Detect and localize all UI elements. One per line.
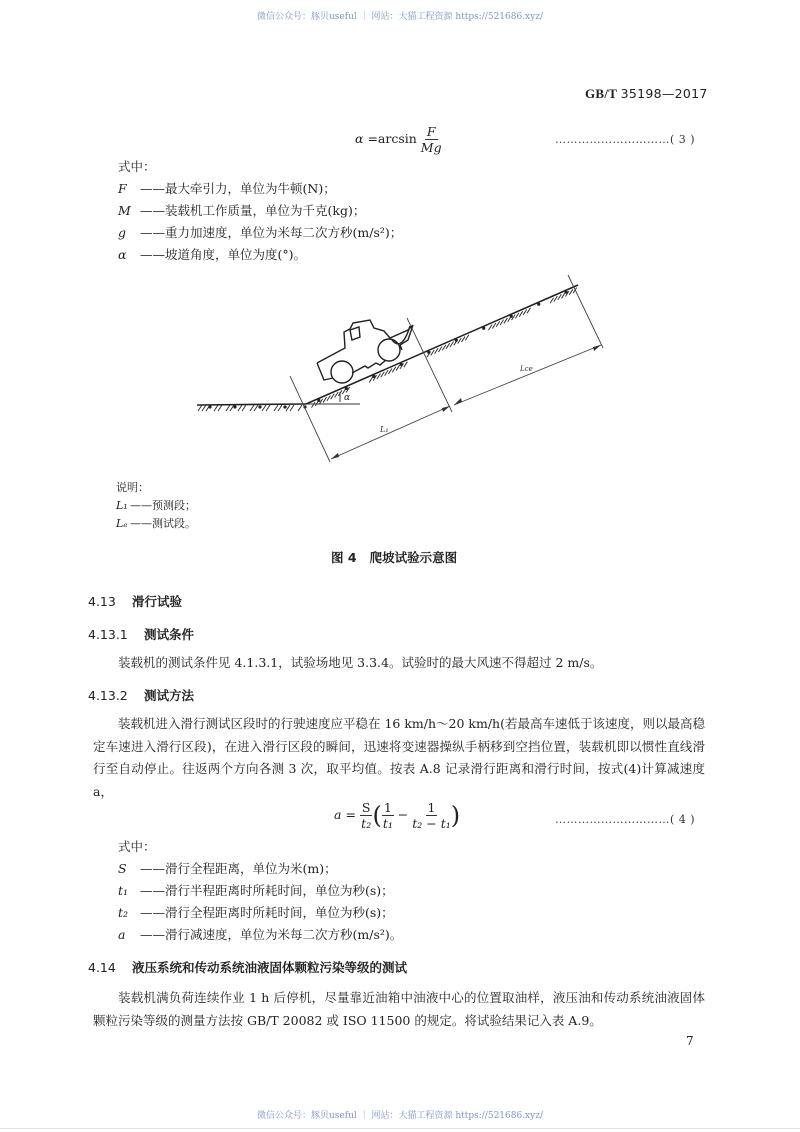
- formula4-number: ( 4 ): [670, 813, 696, 826]
- var: α: [118, 247, 127, 262]
- var: S: [118, 861, 127, 876]
- var: M: [118, 203, 131, 218]
- climbing-test-diagram: [0, 0, 800, 480]
- section-number: 4.13.2: [88, 688, 128, 703]
- formula3-lhs: α: [355, 131, 364, 146]
- var: t₂: [118, 905, 129, 920]
- formula4-frac1: [382, 800, 394, 831]
- denominator: t₂: [361, 816, 372, 831]
- where2-item: [118, 880, 402, 902]
- where2-item: [118, 924, 402, 946]
- where2-item: [118, 858, 402, 880]
- legend-item: [116, 497, 196, 515]
- formula3-number: ( 3 ): [670, 133, 696, 146]
- figure4-legend: [116, 479, 196, 533]
- where1-title: 式中：: [118, 159, 156, 174]
- formula4-leader: [555, 813, 695, 826]
- formula3-denominator: Mg: [420, 140, 442, 155]
- legend-item: [116, 515, 196, 533]
- desc: ——测试段。: [130, 517, 196, 530]
- extension-line-end: [568, 275, 603, 348]
- legend-title: 说明：: [116, 481, 149, 494]
- dots: …………………………: [555, 813, 670, 826]
- ground-bumps: [208, 291, 567, 409]
- desc: ——滑行全程距离时所耗时间，单位为秒(s)；: [140, 905, 394, 920]
- section-4-13-1-heading: [88, 625, 194, 643]
- var: Lₑ: [116, 517, 128, 530]
- formula4-eq: =: [345, 807, 356, 822]
- var: F: [118, 181, 127, 196]
- dimension-line-lce: [454, 345, 601, 405]
- figure4-caption: [331, 548, 457, 566]
- numerator: 1: [383, 800, 392, 815]
- where2-item: [118, 902, 402, 924]
- slope-line: [306, 285, 578, 404]
- extension-line-start: [290, 376, 330, 462]
- standard-prefix: GB/T: [585, 86, 618, 101]
- minus-sign: −: [397, 807, 409, 822]
- where-list-2: [118, 836, 402, 946]
- formula3-numerator: F: [426, 124, 436, 139]
- section-4-13-2-heading: [88, 686, 194, 704]
- desc: ——滑行减速度，单位为米每二次方秒(m/s²)。: [140, 927, 403, 942]
- section-title: 液压系统和传动系统油液固体颗粒污染等级的测试: [132, 960, 408, 975]
- caption-number: 图 4: [331, 550, 357, 565]
- var: L₁: [116, 499, 128, 512]
- formula3-arcsin: =arcsin: [367, 131, 417, 146]
- loader-vehicle-icon: [317, 320, 413, 383]
- slope-hatching: [311, 288, 576, 408]
- section-title: 测试条件: [144, 627, 195, 642]
- var: g: [118, 225, 127, 240]
- desc: ——滑行半程距离时所耗时间，单位为秒(s)；: [140, 883, 394, 898]
- formula4-lhs: a: [334, 807, 342, 822]
- page-bottom-border: [0, 1128, 800, 1129]
- formula4-s-frac: [360, 800, 373, 831]
- caption-text: 爬坡试验示意图: [369, 550, 458, 565]
- ground-hatching: [198, 405, 302, 411]
- desc: ——装载机工作质量，单位为千克(kg)；: [140, 203, 366, 218]
- desc: ——滑行全程距离，单位为米(m)；: [140, 861, 337, 876]
- watermark-bottom: 微信公众号：豚贝useful ｜ 网站：大猫工程资源 https://521686.xyz/: [257, 1111, 543, 1121]
- section-4-13-heading: [88, 592, 182, 610]
- desc: ——预测段；: [130, 499, 196, 512]
- denominator: t₁: [382, 816, 393, 831]
- var: a: [118, 927, 126, 942]
- section-title: 滑行试验: [132, 594, 183, 609]
- section-4-13-1-text: 装载机的测试条件见 4.1.3.1，试验场地见 3.3.4。试验时的最大风速不得超过 2 m/s。: [118, 655, 603, 670]
- formula-4: a = $\frac{S}{\text{t₂}}$ ( $\frac{1}{\text{t₁}}$ − $\frac{1}{\text{t₂ − t₁}}$ ): [334, 800, 461, 831]
- formula4-frac2: [412, 800, 451, 831]
- watermark-top: 微信公众号：豚贝useful ｜ 网站：大猫工程资源 https://521686.xyz/: [257, 12, 543, 22]
- standard-number: 35198—2017: [620, 86, 708, 101]
- numerator: S: [361, 800, 371, 815]
- desc: ——最大牵引力，单位为牛顿(N)；: [140, 181, 336, 196]
- extension-line-mid: [407, 318, 452, 412]
- numerator: 1: [427, 800, 436, 815]
- section-number: 4.13.1: [88, 627, 128, 642]
- section-number: 4.13: [88, 594, 116, 609]
- section-number: 4.14: [88, 960, 116, 975]
- desc: ——重力加速度，单位为米每二次方秒(m/s²)；: [140, 225, 403, 240]
- var: t₁: [118, 883, 129, 898]
- lce-label: Lce: [520, 365, 533, 373]
- dots: …………………………: [555, 133, 670, 146]
- section-title: 测试方法: [144, 688, 195, 703]
- l1-label: L₁: [380, 425, 389, 434]
- section-4-13-2-text: 装载机进入滑行测试区段时的行驶速度应平稳在 16 km/h～20 km/h(若最高车速低于该速度，则以最高稳定车速进入滑行区段)，在进入滑行区段的瞬间，迅速将变速器操纵手柄移到空挡位置，装载机即以惯性直线滑行至自动停止。往返两个方向各测 3 次，取平均值。按表 A.8 记录滑行距离和滑行时间，按式(4)计算减速度 a，: [93, 716, 705, 799]
- denominator: t₂ − t₁: [412, 816, 451, 831]
- page-number: 7: [686, 1034, 694, 1048]
- section-4-14-heading: [88, 958, 407, 976]
- angle-label: α: [344, 393, 351, 403]
- where2-title: 式中：: [118, 839, 156, 854]
- section-4-14-text: 装载机满负荷连续作业 1 h 后停机，尽量靠近油箱中油液中心的位置取油样，液压油和传动系统油液固体颗粒污染等级的测量方法按 GB/T 20082 或 ISO 11500 的规定。将试验结果记入表 A.9。: [93, 990, 705, 1028]
- dimension-line-l1: [331, 406, 450, 459]
- desc: ——坡道角度，单位为度(°)。: [140, 247, 307, 262]
